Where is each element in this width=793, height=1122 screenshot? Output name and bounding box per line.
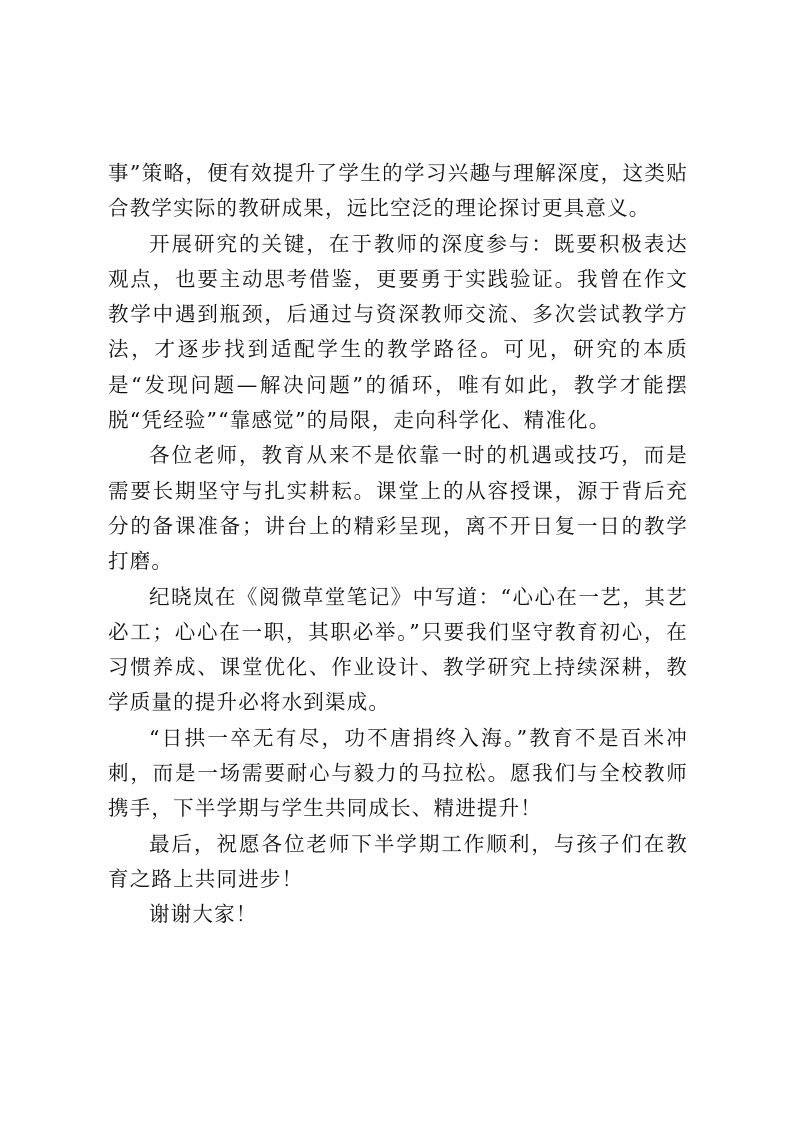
paragraph-blessing: 最后，祝愿各位老师下半学期工作顺利，与孩子们在教育之路上共同进步！ [108, 831, 688, 891]
paragraph-continuation: 事”策略，便有效提升了学生的学习兴趣与理解深度，这类贴合教学实际的教研成果，远比空泛的理论探讨更具意义。 [108, 161, 688, 221]
paragraph-long-term-effort: 各位老师，教育从来不是依靠一时的机遇或技巧，而是需要长期坚守与扎实耕耘。课堂上的从容授课，源于背后充分的备课准备；讲台上的精彩呈现，离不开日复一日的教学打磨。 [108, 443, 688, 574]
paragraph-quote-ji-xiaolan: 纪晓岚在《阅微草堂笔记》中写道：“心心在一艺，其艺必工；心心在一职，其职必举。”只要我们坚守教育初心，在习惯养成、课堂优化、作业设计、教学研究上持续深耕，教学质量的提升必将水到渠成。 [108, 584, 688, 715]
paragraph-thanks: 谢谢大家！ [149, 902, 258, 927]
document-body [108, 156, 688, 933]
paragraph-marathon: “日拱一卒无有尽，功不唐捐终入海。”教育不是百米冲刺，而是一场需要耐心与毅力的马拉松。愿我们与全校教师携手，下半学期与学生共同成长、精进提升！ [108, 725, 688, 821]
paragraph-research-key: 开展研究的关键，在于教师的深度参与：既要积极表达观点，也要主动思考借鉴，更要勇于实践验证。我曾在作文教学中遇到瓶颈，后通过与资深教师交流、多次尝试教学方法，才逐步找到适配学生的教学路径。可见，研究的本质是“发现问题—解决问题”的循环，唯有如此，教学才能摆脱“凭经验”“靠感觉”的局限，走向科学化、精准化。 [108, 231, 688, 433]
